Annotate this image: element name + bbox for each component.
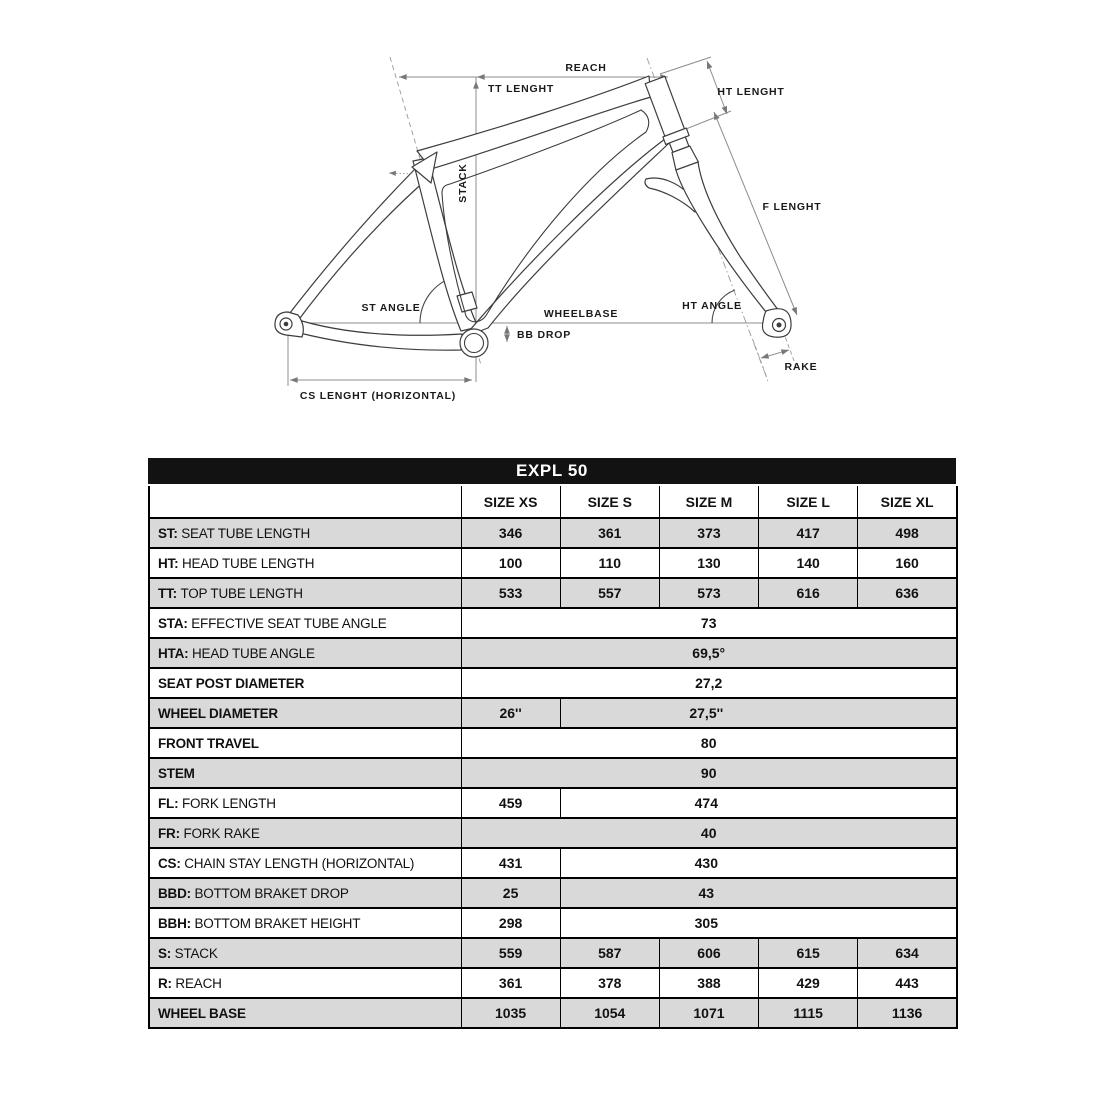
bike-geometry-diagram: [0, 0, 1100, 445]
wheelbase-label: WHEELBASE: [543, 308, 619, 320]
table-row: [149, 908, 957, 938]
value-cell: 616: [759, 578, 858, 608]
table-row: [149, 608, 957, 638]
st-angle-label: ST ANGLE: [361, 302, 421, 314]
row-label: HT: HEAD TUBE LENGTH: [149, 548, 461, 578]
value-cell-merged: 430: [560, 848, 957, 878]
value-cell: 1054: [560, 998, 659, 1028]
value-cell: 26'': [461, 698, 560, 728]
value-cell: 1136: [858, 998, 957, 1028]
value-cell: 417: [759, 518, 858, 548]
table-row: [149, 638, 957, 668]
row-label: FL: FORK LENGTH: [149, 788, 461, 818]
row-label: WHEEL BASE: [149, 998, 461, 1028]
value-cell: 130: [659, 548, 758, 578]
table-row: [149, 818, 957, 848]
value-cell: 1035: [461, 998, 560, 1028]
value-cell: 100: [461, 548, 560, 578]
value-cell: 346: [461, 518, 560, 548]
front-axle-center: [777, 323, 782, 328]
row-label: STA: EFFECTIVE SEAT TUBE ANGLE: [149, 608, 461, 638]
geometry-spec-table: [148, 486, 958, 1029]
table-row: [149, 518, 957, 548]
row-label: CS: CHAIN STAY LENGTH (HORIZONTAL): [149, 848, 461, 878]
table-row: [149, 998, 957, 1028]
value-cell: 533: [461, 578, 560, 608]
value-cell: 160: [858, 548, 957, 578]
value-cell: 373: [659, 518, 758, 548]
value-cell-merged: 27,5'': [560, 698, 957, 728]
table-row: [149, 758, 957, 788]
value-cell: 1115: [759, 998, 858, 1028]
bike-frame: [275, 76, 684, 357]
table-row: [149, 698, 957, 728]
value-cell: 606: [659, 938, 758, 968]
value-cell: 1071: [659, 998, 758, 1028]
value-cell: 587: [560, 938, 659, 968]
row-label: FR: FORK RAKE: [149, 818, 461, 848]
row-label: WHEEL DIAMETER: [149, 698, 461, 728]
ht-length-label: HT LENGHT: [717, 86, 785, 98]
value-cell-merged: 27,2: [461, 668, 957, 698]
row-label: TT: TOP TUBE LENGTH: [149, 578, 461, 608]
value-cell: 361: [560, 518, 659, 548]
row-label: S: STACK: [149, 938, 461, 968]
row-label: ST: SEAT TUBE LENGTH: [149, 518, 461, 548]
rear-axle-center: [284, 322, 289, 327]
table-row: [149, 878, 957, 908]
geometry-table: [148, 458, 956, 1029]
value-cell: 498: [858, 518, 957, 548]
table-row: [149, 968, 957, 998]
cs-length-label: CS LENGHT (HORIZONTAL): [299, 390, 457, 402]
ht-angle-label: HT ANGLE: [682, 300, 742, 312]
size-header: SIZE XL: [858, 486, 957, 518]
value-cell: 559: [461, 938, 560, 968]
value-cell: 615: [759, 938, 858, 968]
table-row: [149, 938, 957, 968]
value-cell: 25: [461, 878, 560, 908]
corner-cell: [149, 486, 461, 518]
size-header-row: [149, 486, 957, 518]
value-cell: 443: [858, 968, 957, 998]
value-cell: 298: [461, 908, 560, 938]
row-label: BBH: BOTTOM BRAKET HEIGHT: [149, 908, 461, 938]
row-label: FRONT TRAVEL: [149, 728, 461, 758]
ht-ext-bottom: [681, 111, 731, 131]
value-cell: 110: [560, 548, 659, 578]
row-label: SEAT POST DIAMETER: [149, 668, 461, 698]
row-label: R: REACH: [149, 968, 461, 998]
table-row: [149, 788, 957, 818]
row-label: STEM: [149, 758, 461, 788]
value-cell: 636: [858, 578, 957, 608]
table-row: [149, 668, 957, 698]
value-cell: 459: [461, 788, 560, 818]
model-title-bar: EXPL 50: [148, 458, 956, 484]
value-cell-merged: 80: [461, 728, 957, 758]
value-cell-merged: 43: [560, 878, 957, 908]
row-label: HTA: HEAD TUBE ANGLE: [149, 638, 461, 668]
cluster-guide: [389, 173, 413, 174]
value-cell: 361: [461, 968, 560, 998]
row-label: BBD: BOTTOM BRAKET DROP: [149, 878, 461, 908]
value-cell-merged: 305: [560, 908, 957, 938]
size-header: SIZE S: [560, 486, 659, 518]
f-length-label: F LENGHT: [762, 201, 822, 213]
value-cell: 573: [659, 578, 758, 608]
ht-ext-top: [660, 57, 711, 74]
value-cell: 557: [560, 578, 659, 608]
value-cell: 431: [461, 848, 560, 878]
value-cell-merged: 90: [461, 758, 957, 788]
reach-label: REACH: [565, 62, 607, 74]
table-row: [149, 578, 957, 608]
value-cell-merged: 40: [461, 818, 957, 848]
size-header: SIZE XS: [461, 486, 560, 518]
value-cell-merged: 73: [461, 608, 957, 638]
value-cell: 429: [759, 968, 858, 998]
value-cell: 140: [759, 548, 858, 578]
value-cell: 378: [560, 968, 659, 998]
value-cell-merged: 69,5°: [461, 638, 957, 668]
down-tube: [464, 129, 684, 337]
size-header: SIZE M: [659, 486, 758, 518]
head-tube: [645, 76, 684, 136]
rake-dimension: [761, 350, 789, 358]
value-cell: 388: [659, 968, 758, 998]
bb-drop-label: BB DROP: [516, 329, 572, 341]
rake-label: RAKE: [784, 361, 818, 373]
size-header: SIZE L: [759, 486, 858, 518]
table-row: [149, 548, 957, 578]
table-row: [149, 728, 957, 758]
value-cell: 634: [858, 938, 957, 968]
value-cell-merged: 474: [560, 788, 957, 818]
stack-label: STACK: [457, 163, 469, 203]
table-row: [149, 848, 957, 878]
tt-length-label: TT LENGHT: [487, 83, 555, 95]
